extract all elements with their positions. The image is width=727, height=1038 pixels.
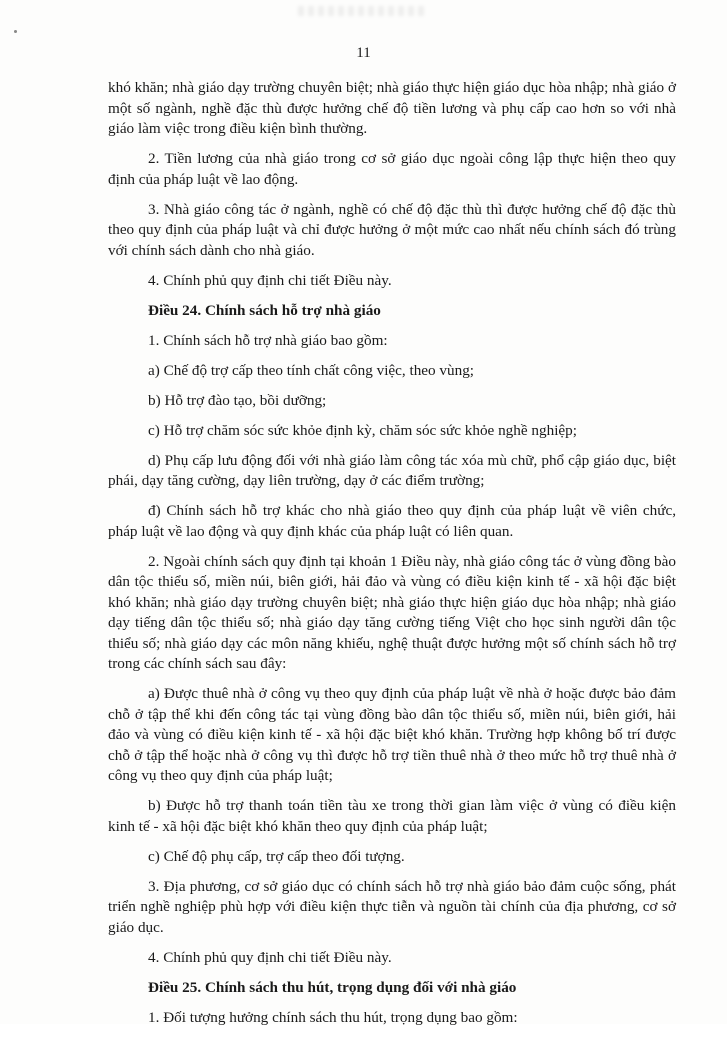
paragraph: 3. Địa phương, cơ sở giáo dục có chính sách hỗ trợ nhà giáo bảo đảm cuộc sống, phát triển nghề nghiệp phù hợp với điều kiện thực tiễn và nguồn tài chính của địa phương, cơ sở giáo dục. [108, 877, 676, 936]
list-item: b) Hỗ trợ đào tạo, bồi dưỡng; [148, 391, 327, 409]
paragraph: khó khăn; nhà giáo dạy trường chuyên biệt; nhà giáo thực hiện giáo dục hòa nhập; nhà giáo ở một số ngành, nghề đặc thù được hưởng chế độ tiền lương và phụ cấp cao hơn so với nhà giáo làm việc trong điều kiện bình thường. [108, 79, 676, 137]
scan-smudge [298, 6, 428, 16]
list-item: c) Chế độ phụ cấp, trợ cấp theo đối tượng. [148, 847, 405, 865]
paragraph: 2. Ngoài chính sách quy định tại khoản 1 Điều này, nhà giáo công tác ở vùng đồng bào dân tộc thiểu số, miền núi, biên giới, hải đảo và vùng có điều kiện kinh tế - xã hội đặc biệt khó khăn; nhà giáo dạy trường chuyên biệt; nhà giáo thực hiện giáo dục hòa nhập; nhà giáo dạy tiếng dân tộc thiểu số; nhà giáo dạy tăng cường tiếng Việt cho học sinh người dân tộc thiểu số; nhà giáo dạy các môn năng khiếu, nghệ thuật được hưởng một số chính sách hỗ trợ trong các chính sách sau đây: [108, 552, 676, 672]
scan-dot [14, 30, 17, 33]
page-number: 11 [356, 45, 371, 61]
list-item: a) Chế độ trợ cấp theo tính chất công việc, theo vùng; [148, 361, 475, 379]
paragraph: 1. Đối tượng hưởng chính sách thu hút, trọng dụng bao gồm: [148, 1008, 518, 1026]
list-item: a) Được thuê nhà ở công vụ theo quy định của pháp luật về nhà ở hoặc được bảo đảm chỗ ở tập thể khi đến công tác tại vùng đồng bào dân tộc thiểu số, miền núi, biên giới, hải đảo và vùng có điều kiện kinh tế - xã hội đặc biệt khó khăn. Trường hợp không bố trí được chỗ ở tập thể hoặc nhà ở công vụ thì được hỗ trợ tiền thuê nhà ở theo mức hỗ trợ thuê nhà ở công vụ theo quy định của pháp luật; [108, 685, 676, 784]
paragraph: 4. Chính phủ quy định chi tiết Điều này. [148, 948, 392, 966]
list-item: c) Hỗ trợ chăm sóc sức khỏe định kỳ, chăm sóc sức khỏe nghề nghiệp; [148, 421, 577, 439]
list-item: b) Được hỗ trợ thanh toán tiền tàu xe trong thời gian làm việc ở vùng có điều kiện kinh tế - xã hội đặc biệt khó khăn theo quy định của pháp luật; [108, 797, 676, 835]
list-item: đ) Chính sách hỗ trợ khác cho nhà giáo theo quy định của pháp luật về viên chức, pháp luật về lao động và quy định khác của pháp luật có liên quan. [108, 502, 676, 540]
article-heading: Điều 25. Chính sách thu hút, trọng dụng đối với nhà giáo [148, 978, 517, 996]
paragraph: 2. Tiền lương của nhà giáo trong cơ sở giáo dục ngoài công lập thực hiện theo quy định của pháp luật về lao động. [108, 150, 676, 188]
paragraph: 3. Nhà giáo công tác ở ngành, nghề có chế độ đặc thù thì được hưởng chế độ đặc thù theo quy định của pháp luật và chỉ được hưởng ở một mức cao nhất nếu chính sách đó trùng với chính sách dành cho nhà giáo. [108, 200, 676, 259]
paragraph: 1. Chính sách hỗ trợ nhà giáo bao gồm: [148, 331, 388, 349]
document-body [108, 78, 676, 1038]
paragraph: 4. Chính phủ quy định chi tiết Điều này. [148, 271, 392, 289]
article-heading: Điều 24. Chính sách hỗ trợ nhà giáo [148, 301, 381, 319]
list-item: d) Phụ cấp lưu động đối với nhà giáo làm công tác xóa mù chữ, phổ cập giáo dục, biệt phái, dạy tăng cường, dạy liên trường, dạy ở các điểm trường; [108, 451, 676, 489]
